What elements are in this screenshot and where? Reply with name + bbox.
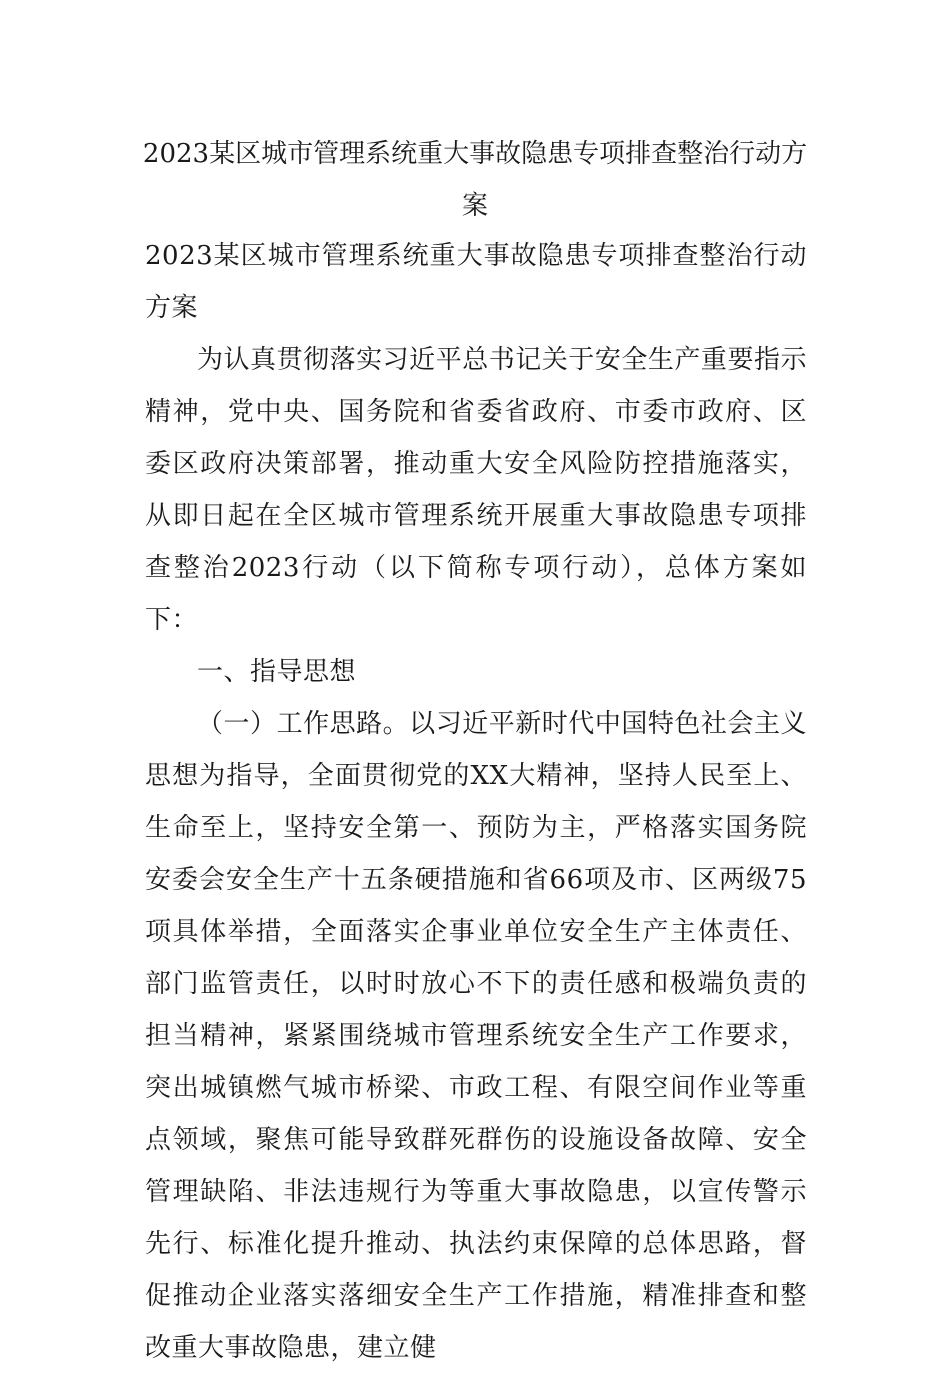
section-heading: 一、指导思想 xyxy=(197,657,357,687)
work-approach-paragraph: （一）工作思路。以习近平新时代中国特色社会主义思想为指导，全面贯彻党的XX大精神，坚持人民至上、生命至上，坚持安全第一、预防为主，严格落实国务院安委会安全生产十五条硬措施和省66项及市、区两级75项具体举措，全面落实企事业单位安全生产主体责任、部门监管责任，以时时放心不下的责任感和极端负责的担当精神，紧紧围绕城市管理系统安全生产工作要求，突出城镇燃气城市桥梁、市政工程、有限空间作业等重点领域，聚焦可能导致群死群伤的设施设备故障、安全管理缺陷、非法违规行为等重大事故隐患，以宣传警示先行、标准化提升推动、执法约束保障的总体思路，督促推动企业落实落细安全生产工作措施，精准排查和整改重大事故隐患，建立健 xyxy=(145,709,807,1363)
intro-paragraph: 为认真贯彻落实习近平总书记关于安全生产重要指示精神，党中央、国务院和省委省政府、市委市政府、区委区政府决策部署，推动重大安全风险防控措施落实，从即日起在全区城市管理系统开展重大事故隐患专项排查整治2023行动（以下简称专项行动），总体方案如下： xyxy=(145,345,807,635)
document-title: 2023某区城市管理系统重大事故隐患专项排查整治行动方案 xyxy=(142,139,808,221)
document-body xyxy=(145,230,807,1374)
document-subtitle: 2023某区城市管理系统重大事故隐患专项排查整治行动方案 xyxy=(145,241,807,323)
